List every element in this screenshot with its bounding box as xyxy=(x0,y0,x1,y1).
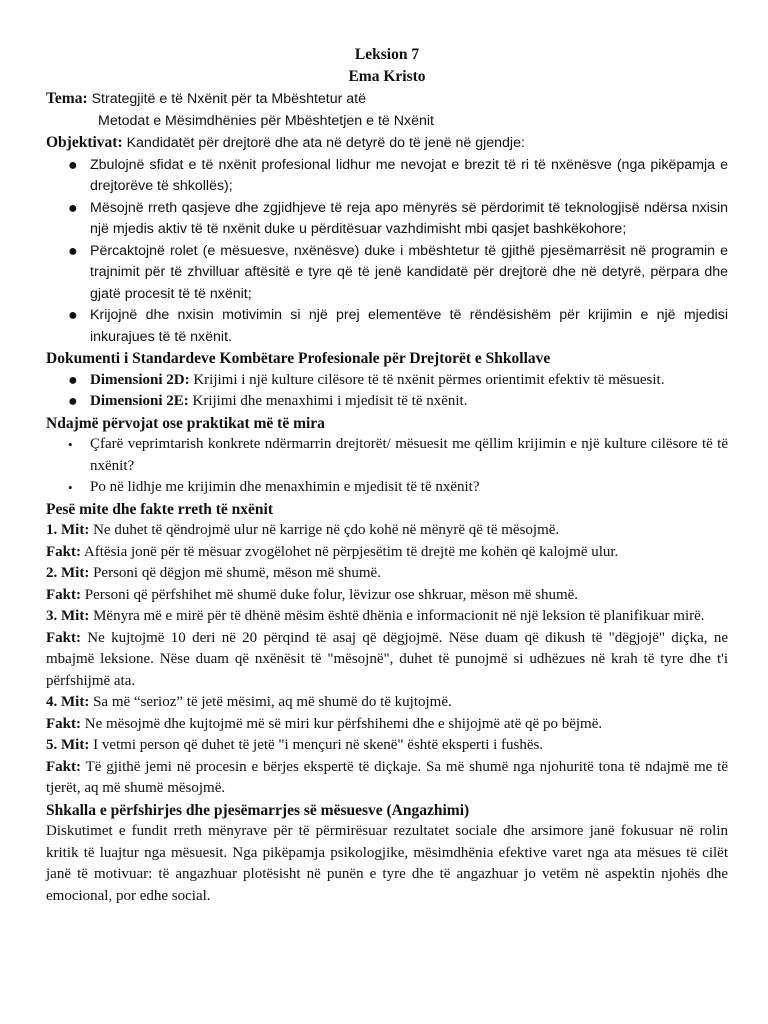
fakt-entry: Fakt: Ne mësojmë dhe kujtojmë më së miri kur përfshihemi dhe e shijojmë atë që po bëjmë. xyxy=(46,715,603,732)
list-item: ● Mësojnë rreth qasjeve dhe zgjidhjeve të reja apo mënyrës së përdorimit të teknologjisë ndërsa nxisin një mjedis aktiv të të nxënit duke u përditësuar vazhdimisht mbi qasjet bashkëkohore; xyxy=(68,199,728,237)
fakt-entry: Fakt: Aftësia jonë për të mësuar zvogëlohet në përpjesëtim të drejtë me kohën që kalojmë ulur. xyxy=(46,543,619,560)
bullet-icon: ● xyxy=(68,199,78,217)
mit-entry: 3. Mit: Mënyra më e mirë për të dhënë mësim është dhënia e informacionit në një leksion të planifikuar mirë. xyxy=(46,608,705,624)
fakt-entry: Fakt: Personi që përfshihet më shumë duke folur, lëvizur ose shkruar, mëson më shumë. xyxy=(46,586,579,603)
mit-entry: 2. Mit: Personi që dëgjon më shumë, mëson më shumë. xyxy=(46,565,381,581)
list-item: ● Zbulojnë sfidat e të nxënit profesional lidhur me nevojat e brezit të ri të nxënësve (nga pikëpamja e drejtorëve të shkollës); xyxy=(68,156,728,194)
list-item: • Çfarë veprimtarish konkrete ndërmarrin drejtorët/ mësuesit me qëllim krijimin e një kulture cilësore të të nxënit? xyxy=(68,436,728,474)
mit-entry: 5. Mit: I vetmi person që duhet të jetë "i mençuri në skenë" është eksperti i fushës. xyxy=(46,737,544,753)
praktikat-list xyxy=(46,434,728,499)
bullet-icon: • xyxy=(68,480,73,495)
shkalla-paragraph: Diskutimet e fundit rreth mënyrave për të përmirësuar rezultatet sociale dhe arsimore janë fokusuar në rolin kritik të luajtur nga mësuesit. Nga pikëpamja psikologjike, mësimdhënia efektive varet nga ata mësues të cilët janë të motivuar: të angazhuar plotësisht në punën e tyre dhe të angazhuar jo vetëm në aspektin njohës dhe emocional, por edhe social. xyxy=(46,823,728,904)
tema-line xyxy=(46,88,728,111)
tema-label: Tema: xyxy=(46,90,88,107)
author-name: Ema Kristo xyxy=(348,68,426,85)
bullet-icon: • xyxy=(68,437,73,452)
mit-entry: 4. Mit: Sa më “serioz” të jetë mësimi, aq më shumë do të kujtojmë. xyxy=(46,694,452,710)
bullet-icon: ● xyxy=(68,307,78,324)
mite-heading: Pesë mite dhe fakte rreth të nxënit xyxy=(46,500,273,518)
shkalla-heading: Shkalla e përfshirjes dhe pjesëmarrjes së mësuesve (Angazhimi) xyxy=(46,801,470,819)
bullet-icon: ● xyxy=(68,156,78,174)
tema-text-2: Metodat e Mësimdhënies për Mbështetjen e të Nxënit xyxy=(98,112,434,129)
tema-text-1: Strategjitë e të Nxënit për ta Mbështetur atë xyxy=(87,91,367,107)
bullet-icon: ● xyxy=(68,393,78,410)
document-page xyxy=(46,44,728,907)
list-item: ● Krijojnë dhe nxisin motivimin si një prej elementëve të rëndësishëm për krijimin e një mjedisi inkurajues të të nxënit. xyxy=(68,307,728,345)
fakt-entry: Fakt: Të gjithë jemi në procesin e bërjes ekspertë të diçkaje. Sa më shumë nga njohuritë tona të ndajmë me të tjerët, aq më shumë mësojmë. xyxy=(46,758,728,796)
praktikat-heading: Ndajmë përvojat ose praktikat më të mira xyxy=(46,414,325,432)
bullet-icon: ● xyxy=(68,242,78,260)
list-item: ● Dimensioni 2D: Krijimi i një kulture cilësore të të nxënit përmes orientimit efektiv të mësuesit. xyxy=(46,370,728,392)
objektivat-line xyxy=(46,132,728,155)
dokumenti-heading: Dokumenti i Standardeve Kombëtare Profesionale për Drejtorët e Shkollave xyxy=(46,350,551,367)
objektivat-intro: Kandidatët për drejtorë dhe ata në detyrë do të jenë në gjendje: xyxy=(122,135,525,151)
objektivat-label: Objektivat: xyxy=(46,134,123,151)
mit-entry: 1. Mit: Ne duhet të qëndrojmë ulur në karrige në çdo kohë në mënyrë që të mësojmë. xyxy=(46,522,560,538)
fakt-entry: Fakt: Ne kujtojmë 10 deri në 20 përqind të asaj që dëgjojmë. Nëse duam që dikush të "dëgjojë" diçka, ne mbajmë leksione. Nëse duam që nxënësit të "mësojnë", duhet të punojmë si udhëzues në krah të tyre dhe t'i përfshijmë ata. xyxy=(46,629,728,689)
bullet-icon: ● xyxy=(68,371,78,389)
dokumenti-list xyxy=(46,370,728,413)
list-item: ● Përcaktojnë rolet (e mësuesve, nxënësve) duke i mbështetur të gjithë pjesëmarrësit në programin e trajnimit për të zhvilluar aftësitë e tyre që të jenë kandidatë për drejtorë dhe në detyrë, përpara dhe gjatë procesit të të nxënit; xyxy=(68,242,728,302)
objektivat-list xyxy=(46,155,728,349)
lesson-title: Leksion 7 xyxy=(354,46,420,63)
list-item: ● Dimensioni 2E: Krijimi dhe menaxhimi i mjedisit të të nxënit. xyxy=(46,391,728,413)
mite-list xyxy=(46,520,728,800)
list-item: • Po në lidhje me krijimin dhe menaxhimin e mjedisit të të nxënit? xyxy=(46,477,728,499)
